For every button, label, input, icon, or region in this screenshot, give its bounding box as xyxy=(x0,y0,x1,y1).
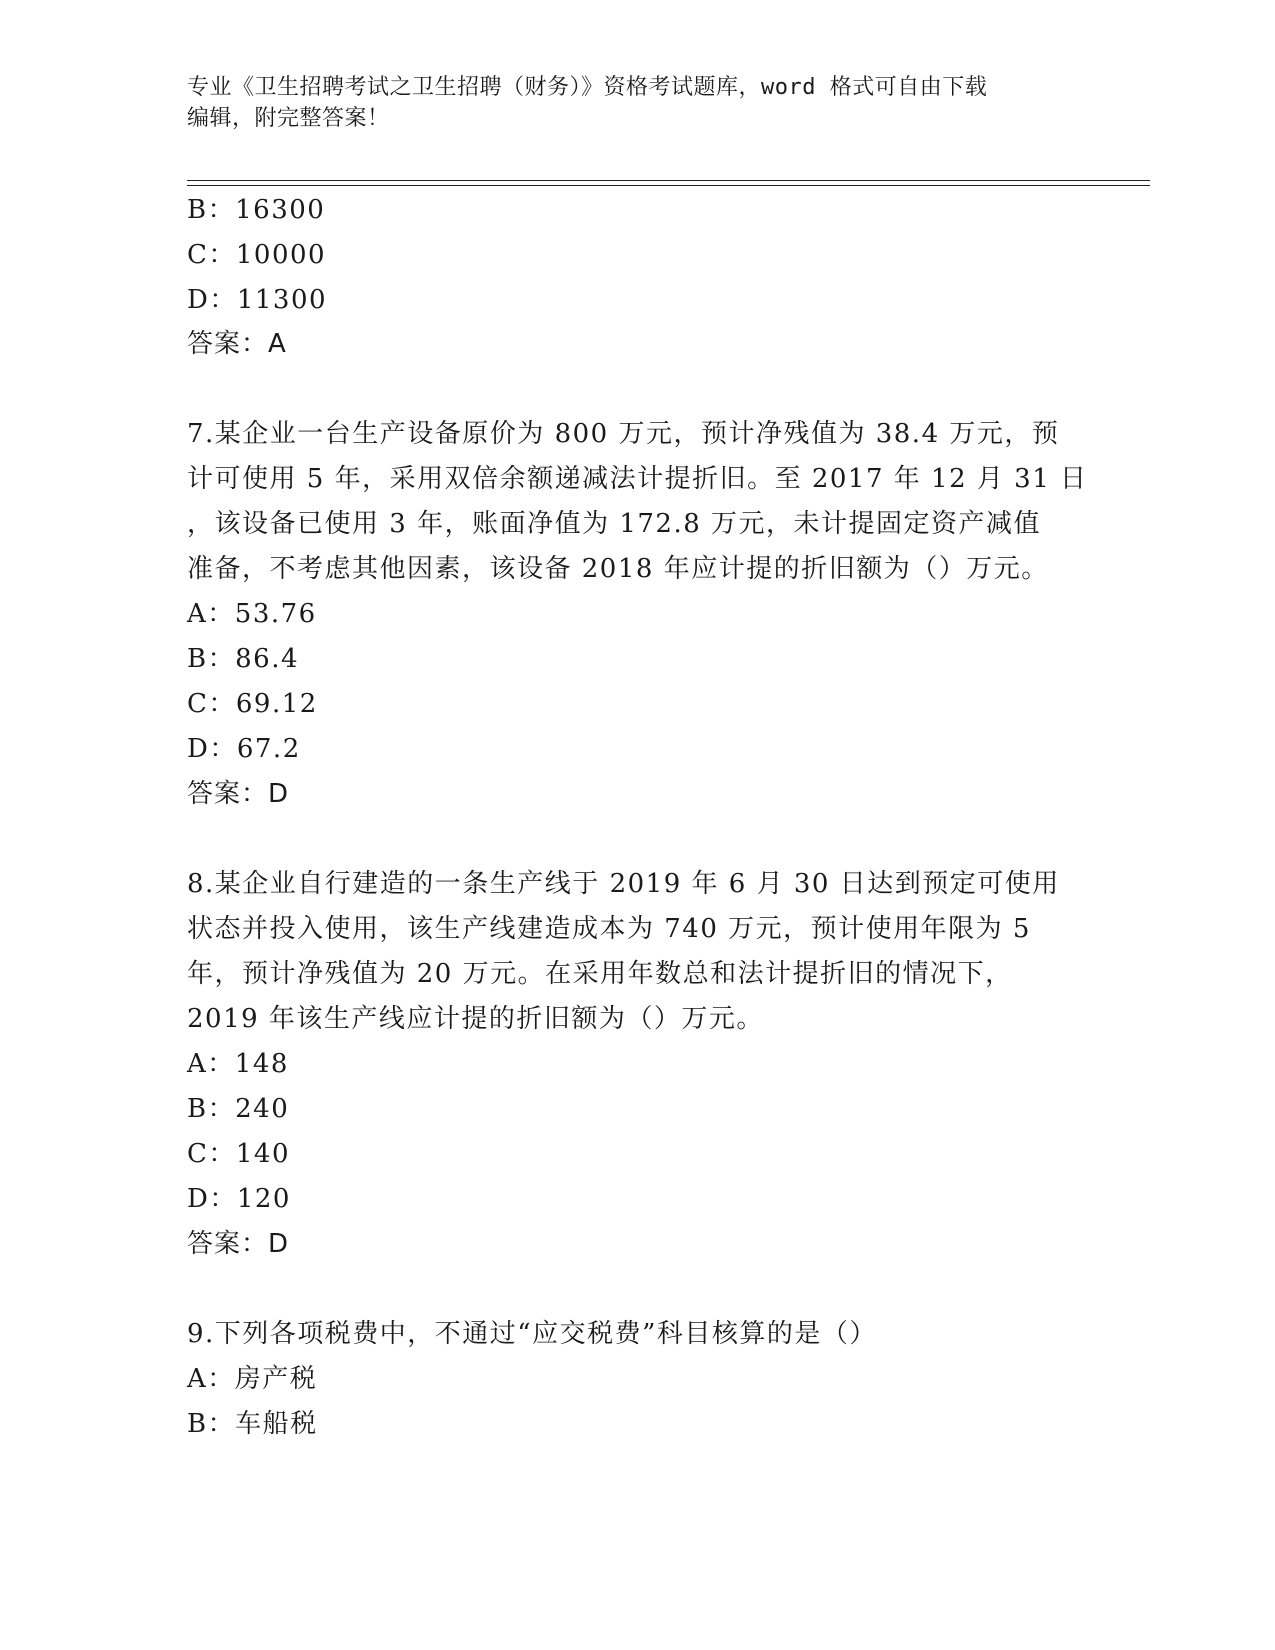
q8-text-line-3: 年，预计净残值为 20 万元。在采用年数总和法计提折旧的情况下， xyxy=(187,959,1013,989)
q7-answer: 答案：D xyxy=(187,779,290,809)
q7-option-c: C：69.12 xyxy=(187,689,318,719)
q7-text-line-4: 准备，不考虑其他因素，该设备 2018 年应计提的折旧额为（）万元。 xyxy=(187,554,1049,584)
q7-option-a: A：53.76 xyxy=(187,599,317,629)
document-header xyxy=(187,72,1087,134)
header-divider-top xyxy=(187,180,1150,181)
header-line-1: 专业《卫生招聘考试之卫生招聘（财务）》资格考试题库，word 格式可自由下载 xyxy=(187,75,988,100)
q8-text-line-2: 状态并投入使用，该生产线建造成本为 740 万元，预计使用年限为 5 xyxy=(187,914,1031,944)
q6-option-b: B：16300 xyxy=(187,195,326,225)
q9-text-line-1: 9.下列各项税费中，不通过“应交税费”科目核算的是（） xyxy=(187,1319,877,1349)
q9-option-b: B：车船税 xyxy=(187,1409,318,1439)
q7-text-line-2: 计可使用 5 年，采用双倍余额递减法计提折旧。至 2017 年 12 月 31 日 xyxy=(187,464,1088,494)
q7-text-line-1: 7.某企业一台生产设备原价为 800 万元，预计净残值为 38.4 万元，预 xyxy=(187,419,1060,449)
q9-option-a: A：房产税 xyxy=(187,1364,318,1394)
q7-option-d: D：67.2 xyxy=(187,734,301,764)
q8-option-d: D：120 xyxy=(187,1184,291,1214)
header-divider-bottom xyxy=(187,185,1150,186)
q8-text-line-4: 2019 年该生产线应计提的折旧额为（）万元。 xyxy=(187,1004,764,1034)
q8-answer: 答案：D xyxy=(187,1229,290,1259)
q6-answer: 答案：A xyxy=(187,329,287,359)
q8-text-line-1: 8.某企业自行建造的一条生产线于 2019 年 6 月 30 日达到预定可使用 xyxy=(187,869,1060,899)
q6-option-c: C：10000 xyxy=(187,240,327,270)
q6-option-d: D：11300 xyxy=(187,285,328,315)
q7-text-line-3: ，该设备已使用 3 年，账面净值为 172.8 万元，未计提固定资产减值 xyxy=(187,509,1042,539)
q8-option-c: C：140 xyxy=(187,1139,291,1169)
header-line-2: 编辑，附完整答案！ xyxy=(187,106,390,131)
q7-option-b: B：86.4 xyxy=(187,644,299,674)
q8-option-a: A：148 xyxy=(187,1049,289,1079)
q8-option-b: B：240 xyxy=(187,1094,290,1124)
